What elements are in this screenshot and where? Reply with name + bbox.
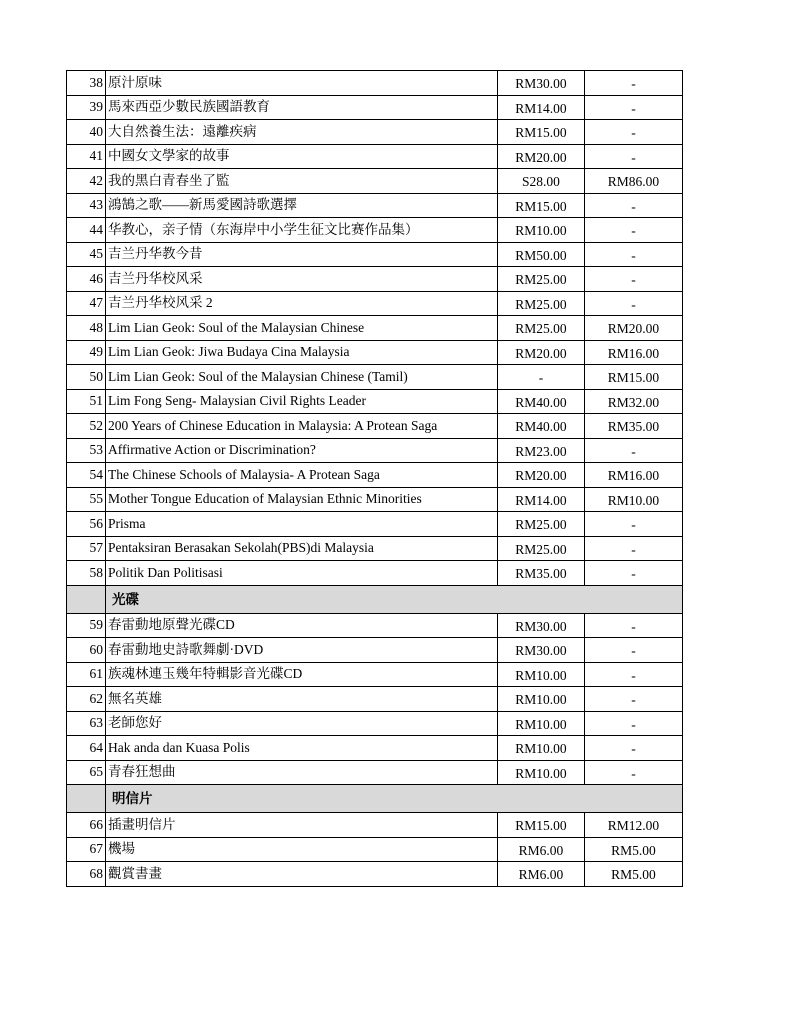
table-row: [67, 638, 683, 663]
row-number: 58: [67, 561, 106, 586]
row-number: 50: [67, 365, 106, 390]
table-row: [67, 120, 683, 145]
table-row: [67, 193, 683, 218]
row-number: 68: [67, 862, 106, 887]
price-1: RM15.00: [498, 120, 585, 145]
table-row: [67, 536, 683, 561]
price-1: RM25.00: [498, 536, 585, 561]
price-2: -: [585, 561, 683, 586]
price-2: RM32.00: [585, 389, 683, 414]
table-row: [67, 267, 683, 292]
item-title: Prisma: [106, 512, 498, 537]
row-number: 40: [67, 120, 106, 145]
row-number: 65: [67, 760, 106, 785]
item-title: Politik Dan Politisasi: [106, 561, 498, 586]
item-title: 华教心，亲子情（东海岸中小学生征文比赛作品集）: [106, 218, 498, 243]
price-1: RM20.00: [498, 340, 585, 365]
item-title: Lim Lian Geok: Jiwa Budaya Cina Malaysia: [106, 340, 498, 365]
row-number: 45: [67, 242, 106, 267]
price-2: RM16.00: [585, 463, 683, 488]
item-title: Hak anda dan Kuasa Polis: [106, 736, 498, 761]
item-title: 族魂林連玉幾年特輯影音光碟CD: [106, 662, 498, 687]
price-2: -: [585, 267, 683, 292]
table-row: [67, 561, 683, 586]
row-number: 54: [67, 463, 106, 488]
price-2: -: [585, 536, 683, 561]
price-1: RM14.00: [498, 487, 585, 512]
row-number: 63: [67, 711, 106, 736]
row-number: 66: [67, 813, 106, 838]
row-number: 46: [67, 267, 106, 292]
price-1: RM14.00: [498, 95, 585, 120]
price-2: RM15.00: [585, 365, 683, 390]
item-title: Lim Lian Geok: Soul of the Malaysian Chinese: [106, 316, 498, 341]
price-2: -: [585, 638, 683, 663]
price-1: RM40.00: [498, 414, 585, 439]
item-title: Lim Lian Geok: Soul of the Malaysian Chinese (Tamil): [106, 365, 498, 390]
row-number: 53: [67, 438, 106, 463]
table-row: [67, 316, 683, 341]
price-1: RM25.00: [498, 291, 585, 316]
table-row: [67, 144, 683, 169]
item-title: 中國女文學家的故事: [106, 144, 498, 169]
table-row: [67, 463, 683, 488]
price-1: RM25.00: [498, 316, 585, 341]
table-row: [67, 613, 683, 638]
price-1: RM23.00: [498, 438, 585, 463]
table-row: [67, 662, 683, 687]
price-1: RM10.00: [498, 760, 585, 785]
item-title: 吉兰丹华校风采 2: [106, 291, 498, 316]
table-row: [67, 95, 683, 120]
price-1: RM10.00: [498, 736, 585, 761]
item-title: 老師您好: [106, 711, 498, 736]
row-number: 39: [67, 95, 106, 120]
table-row: [67, 736, 683, 761]
price-1: RM10.00: [498, 662, 585, 687]
row-number: 57: [67, 536, 106, 561]
price-2: -: [585, 144, 683, 169]
price-1: RM40.00: [498, 389, 585, 414]
price-2: -: [585, 291, 683, 316]
table-row: [67, 242, 683, 267]
row-number: 55: [67, 487, 106, 512]
table-row: [67, 438, 683, 463]
table-row: [67, 291, 683, 316]
item-title: 無名英雄: [106, 687, 498, 712]
price-2: -: [585, 95, 683, 120]
price-2: -: [585, 120, 683, 145]
table-row: [67, 837, 683, 862]
row-number: 59: [67, 613, 106, 638]
table-row: [67, 862, 683, 887]
table-row: [67, 487, 683, 512]
row-number: 67: [67, 837, 106, 862]
price-2: -: [585, 662, 683, 687]
price-1: -: [498, 365, 585, 390]
table-row: [67, 760, 683, 785]
table-row: [67, 414, 683, 439]
table-row: [67, 169, 683, 194]
item-title: The Chinese Schools of Malaysia- A Protean Saga: [106, 463, 498, 488]
price-1: RM10.00: [498, 687, 585, 712]
price-1: RM30.00: [498, 638, 585, 663]
table-row: [67, 711, 683, 736]
item-title: 吉兰丹华教今昔: [106, 242, 498, 267]
price-2: -: [585, 193, 683, 218]
item-title: 我的黑白青春坐了監: [106, 169, 498, 194]
price-1: RM30.00: [498, 71, 585, 96]
price-2: RM5.00: [585, 862, 683, 887]
price-1: RM10.00: [498, 218, 585, 243]
price-1: RM15.00: [498, 193, 585, 218]
section-heading: 明信片: [106, 785, 683, 813]
section-number-cell: [67, 785, 106, 813]
table-row: [67, 365, 683, 390]
item-title: 吉兰丹华校风采: [106, 267, 498, 292]
row-number: 48: [67, 316, 106, 341]
item-title: 大自然養生法：遠離疾病: [106, 120, 498, 145]
price-2: -: [585, 711, 683, 736]
section-number-cell: [67, 585, 106, 613]
price-1: RM25.00: [498, 512, 585, 537]
item-title: Lim Fong Seng- Malaysian Civil Rights Leader: [106, 389, 498, 414]
item-title: 春雷動地史詩歌舞劇·DVD: [106, 638, 498, 663]
row-number: 62: [67, 687, 106, 712]
row-number: 49: [67, 340, 106, 365]
row-number: 47: [67, 291, 106, 316]
table-row: [67, 813, 683, 838]
price-2: -: [585, 760, 683, 785]
table-row: [67, 340, 683, 365]
table-row: [67, 512, 683, 537]
price-2: -: [585, 687, 683, 712]
price-1: RM6.00: [498, 837, 585, 862]
row-number: 43: [67, 193, 106, 218]
item-title: 200 Years of Chinese Education in Malaysia: A Protean Saga: [106, 414, 498, 439]
item-title: 鴻鵠之歌——新馬愛國詩歌選擇: [106, 193, 498, 218]
price-2: -: [585, 736, 683, 761]
price-1: RM6.00: [498, 862, 585, 887]
price-1: RM10.00: [498, 711, 585, 736]
price-2: RM35.00: [585, 414, 683, 439]
price-2: -: [585, 438, 683, 463]
row-number: 41: [67, 144, 106, 169]
price-table-body: [67, 71, 683, 887]
price-1: RM25.00: [498, 267, 585, 292]
price-2: -: [585, 613, 683, 638]
item-title: 馬來西亞少數民族國語教育: [106, 95, 498, 120]
price-1: RM50.00: [498, 242, 585, 267]
price-1: S28.00: [498, 169, 585, 194]
item-title: 插畫明信片: [106, 813, 498, 838]
price-table: [66, 70, 683, 887]
item-title: Mother Tongue Education of Malaysian Ethnic Minorities: [106, 487, 498, 512]
item-title: 春雷動地原聲光碟CD: [106, 613, 498, 638]
row-number: 51: [67, 389, 106, 414]
price-2: RM16.00: [585, 340, 683, 365]
row-number: 42: [67, 169, 106, 194]
section-heading: 光碟: [106, 585, 683, 613]
price-2: RM5.00: [585, 837, 683, 862]
price-2: RM10.00: [585, 487, 683, 512]
table-row: [67, 687, 683, 712]
row-number: 60: [67, 638, 106, 663]
section-header-row: [67, 585, 683, 613]
price-1: RM35.00: [498, 561, 585, 586]
item-title: 觀賞書畫: [106, 862, 498, 887]
table-row: [67, 71, 683, 96]
table-row: [67, 389, 683, 414]
price-1: RM20.00: [498, 463, 585, 488]
row-number: 56: [67, 512, 106, 537]
price-1: RM30.00: [498, 613, 585, 638]
price-2: -: [585, 218, 683, 243]
row-number: 52: [67, 414, 106, 439]
section-header-row: [67, 785, 683, 813]
price-2: RM86.00: [585, 169, 683, 194]
price-2: RM12.00: [585, 813, 683, 838]
item-title: Affirmative Action or Discrimination?: [106, 438, 498, 463]
price-2: -: [585, 242, 683, 267]
price-2: -: [585, 71, 683, 96]
price-2: RM20.00: [585, 316, 683, 341]
price-1: RM15.00: [498, 813, 585, 838]
row-number: 61: [67, 662, 106, 687]
item-title: 機場: [106, 837, 498, 862]
item-title: 原汁原味: [106, 71, 498, 96]
price-2: -: [585, 512, 683, 537]
row-number: 64: [67, 736, 106, 761]
item-title: 青春狂想曲: [106, 760, 498, 785]
price-1: RM20.00: [498, 144, 585, 169]
row-number: 44: [67, 218, 106, 243]
item-title: Pentaksiran Berasakan Sekolah(PBS)di Malaysia: [106, 536, 498, 561]
row-number: 38: [67, 71, 106, 96]
table-row: [67, 218, 683, 243]
